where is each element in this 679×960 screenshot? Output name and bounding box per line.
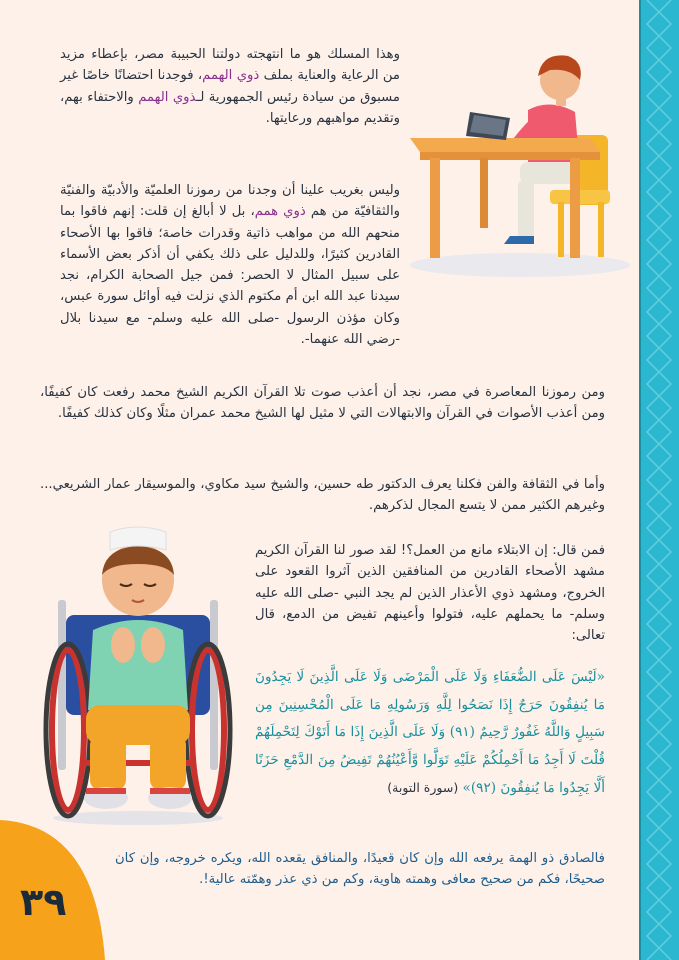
highlight-dhawi-himam: ذوي همم [254,204,306,220]
paragraph-4: وأما في الثقافة والفن فكلنا يعرف الدكتور طه حسين، والشيخ سيد مكاوي، والموسيقار عمار الشريعي... وغيرهم الكثير ممن لا يتسع المجال لذكرهم. [40,477,605,514]
paragraph-3: ومن رموزنا المعاصرة في مصر، نجد أن أعذب صوت تلا القرآن الكريم الشيخ محمد رفعت كان كفيفًا، ومن أعذب الأصوات في القرآن والابتهالات التي لا مثيل لها الشيخ محمد عمران مثلًا وكان كذلك كفيفًا. [40,385,605,422]
page-number: ٣٩ [20,880,67,924]
p1-text-c: والاحتفاء بهم، وتقديم مواهبهم ورعايتها. [60,89,400,126]
p2-text-a: وليس بغريب علينا أن وجدنا من رموزنا العلميّة والأدبيّة والفنيّة والثقافيّة من هم [60,183,400,220]
geometric-pattern [641,0,679,960]
quran-verse [255,664,605,803]
paragraph-2 [60,180,400,350]
paragraph-1 [60,44,400,129]
decorative-side-border [639,0,679,960]
p1-text-a: وهذا المسلك هو ما انتهجته دولتنا الحبيبة مصر، بإعطاء مزيد من الرعاية والعناية بملف [60,47,400,84]
boy-in-wheelchair-illustration [38,520,238,825]
highlight-dhawi-alhimam-1: ذوي الهمم [202,68,260,84]
paragraph-6: فالصادق ذو الهمة يرفعه الله وإن كان قعيدًا، والمنافق يقعده الله، ويكره خروجه، وإن كان صحيحًا، فكم من صحيح معافى وهمته هاوية، وكم من ذي عذر وهمّته عالية!. [115,851,605,888]
paragraph-5: فمن قال: إن الابتلاء مانع من العمل؟! لقد صور لنا القرآن الكريم مشهد الأصحاء القادرين من المنافقين الذين آثروا القعود على الخروج، ومشهد ذوي الأعذار الذين لم يجد النبي -صلى الله عليه وسلم- ما يحملهم عليه، فتولوا وأعينهم تفيض من الدمع، قال تعالى: [255,543,605,644]
man-at-desk-illustration [400,40,640,280]
highlight-dhawi-alhimam-2: ذوي الهمم [138,89,197,105]
verse-text: «لَيْسَ عَلَى الضُّعَفَاءِ وَلَا عَلَى الْمَرْضَى وَلَا عَلَى الَّذِينَ لَا يَجِدُونَ مَا يُنفِقُونَ حَرَجٌ إِذَا نَصَحُوا لِلَّهِ وَرَسُولِهِ مَا عَلَى الْمُحْسِنِينَ مِن سَبِيلٍ وَاللَّهُ غَفُورٌ رَّحِيمٌ (٩١) وَلَا عَلَى الَّذِينَ إِذَا مَا أَتَوْكَ لِتَحْمِلَهُمْ قُلْتَ لَا أَجِدُ مَا أَحْمِلُكُمْ عَلَيْهِ تَوَلَّوا وَّأَعْيُنُهُمْ تَفِيضُ مِنَ الدَّمْعِ حَزَنًا أَلَّا يَجِدُوا مَا يُنفِقُونَ (٩٢)» [255,669,605,796]
p1-text-b: ، فوجدنا احتضانًا خاصًا غير مسبوق من سيادة رئيس الجمهورية لـ [60,68,400,105]
p2-text-b: ، بل لا أبالغ إن قلت: إنهم فاقوا بما منحهم الله من مواهب ذاتية وقدرات خاصة؛ فاقوا بها الأصحاء القادرين كثيرًا، وللدليل على ذلك يكفي أن أذكر بعض الأسماء على سبيل المثال لا الحصر: فمن جيل الصحابة الكرام، نجد سيدنا عبد الله ابن أم مكتوم الذي نزلت فيه أوائل سورة عبس، وكان مؤذن الرسول -صلى الله عليه وسلم- مع سيدنا بلال -رضي الله عنهما-. [60,204,400,348]
verse-reference: (سورة التوبة) [387,780,459,795]
